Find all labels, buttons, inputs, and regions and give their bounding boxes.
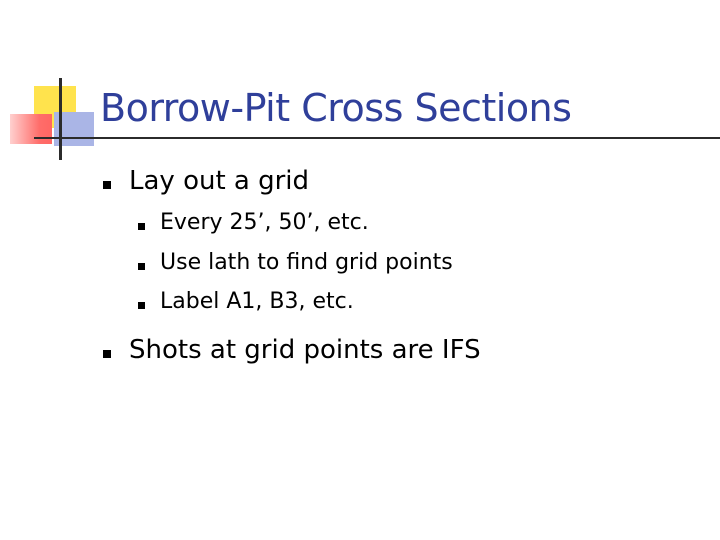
- sub-bullet-every-interval: Every 25’, 50’, etc.: [160, 210, 369, 235]
- sub-bullet-use-lath: Use lath to find grid points: [160, 250, 453, 275]
- bullet-icon: [103, 181, 111, 189]
- sub-bullet-icon: [138, 223, 145, 230]
- bullet-item-shots-ifs: Shots at grid points are IFS: [129, 335, 481, 365]
- bullet-item-lay-out-grid: Lay out a grid: [129, 166, 310, 196]
- logo-red-square: [10, 114, 52, 144]
- sub-bullet-icon: [138, 302, 145, 309]
- bullet-icon: [103, 350, 111, 358]
- decorative-logo: [0, 0, 100, 170]
- sub-bullet-icon: [138, 263, 145, 270]
- logo-vertical-line: [59, 78, 62, 160]
- slide-title: Borrow-Pit Cross Sections: [100, 86, 572, 130]
- sub-bullet-label-points: Label A1, B3, etc.: [160, 289, 354, 314]
- title-underline: [34, 137, 720, 139]
